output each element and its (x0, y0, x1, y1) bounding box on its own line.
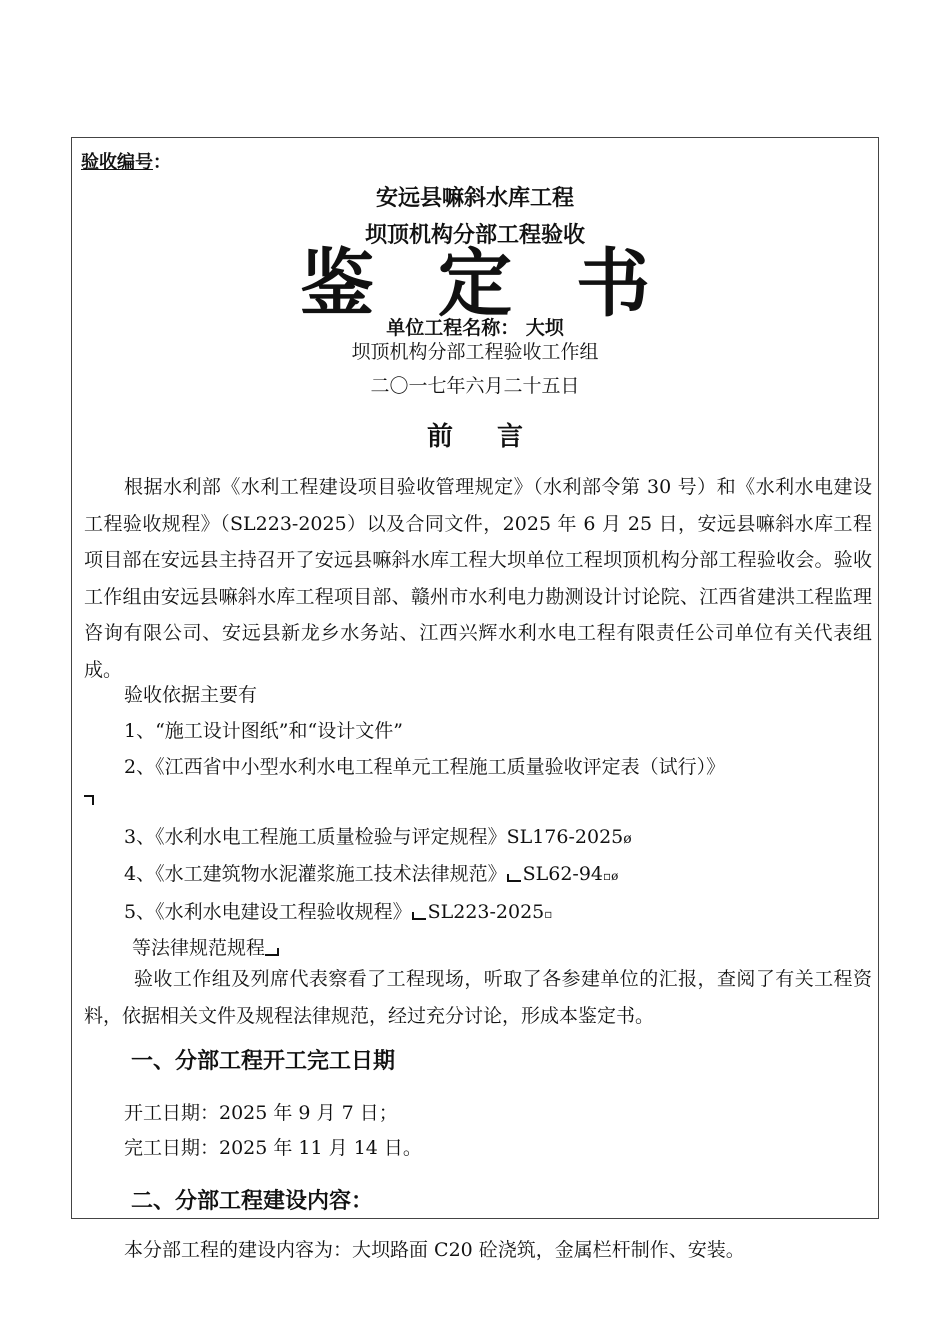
preface-heading-char: 言 (497, 422, 524, 452)
end-date: 完工日期：2025 年 11 月 14 日。 (124, 1137, 422, 1159)
preface-heading (0, 416, 950, 453)
working-group: 坝顶机构分部工程验收工作组 (351, 341, 599, 363)
start-date: 开工日期：2025 年 9 月 7 日； (124, 1102, 398, 1124)
format-mark (84, 788, 94, 810)
preface-conclusion: 验收工作组及列席代表察看了工程现场，听取了各参建单位的汇报，查阅了有关工程资料，依据相关文件及规程法律规范，经过充分讨论，形成本鉴定书。 (84, 968, 872, 1027)
basis-item: 2、《江西省中小型水利水电工程单元工程施工质量验收评定表（试行）》 (124, 756, 726, 778)
preface-paragraph: 根据水利部《水利工程建设项目验收管理规定》（水利部令第 30 号）和《水利水电建设工程验收规程》（SL223-2025）以及合同文件，2025 年 6 月 25 日，安远县嘛斜水库工程项目部在安远县主持召开了安远县嘛斜水库工程大坝单位工程坝顶机构分部工程验收会。验收工作组由安远县嘛斜水库工程项目部、赣州市水利电力勘测设计讨论院、江西省建洪工程监理咨询有限公司、安远县新龙乡水务站、江西兴辉水利水电工程有限责任公司单位有关代表组成。 (84, 476, 872, 681)
acceptance-number-label: 验收编号： (81, 152, 171, 173)
basis-item: 4、《水工建筑物水泥灌浆施工技术法律规范》 SL62-94▫ø (124, 863, 619, 885)
basis-intro: 验收依据主要有 (124, 684, 258, 706)
basis-item: 3、《水利水电工程施工质量检验与评定规程》SL176-2025ø (124, 826, 632, 848)
project-title: 安远县嘛斜水库工程 (375, 186, 574, 211)
section-1-heading: 一、分部工程开工完工日期 (131, 1049, 396, 1074)
preface-heading-char: 前 (426, 422, 453, 452)
certificate-title-char: 书 (576, 241, 650, 327)
certificate-title-char: 鉴 (300, 241, 374, 327)
basis-item: 5、《水利水电建设工程验收规程》 SL223-2025▫ (124, 901, 553, 923)
unit-project-name: 单位工程名称： 大坝 (386, 317, 564, 339)
basis-item: 1、“施工设计图纸”和“设计文件” (124, 720, 403, 742)
subproject-title: 坝顶机构分部工程验收 (364, 223, 585, 248)
section-2-heading: 二、分部工程建设内容： (131, 1189, 374, 1214)
basis-tail: 等法律规范规程 (132, 933, 281, 960)
construction-content: 本分部工程的建设内容为：大坝路面 C20 砼浇筑，金属栏杆制作、安装。 (124, 1239, 745, 1261)
issue-date: 二〇一七年六月二十五日 (370, 375, 580, 397)
certificate-title-char: 定 (438, 241, 512, 327)
